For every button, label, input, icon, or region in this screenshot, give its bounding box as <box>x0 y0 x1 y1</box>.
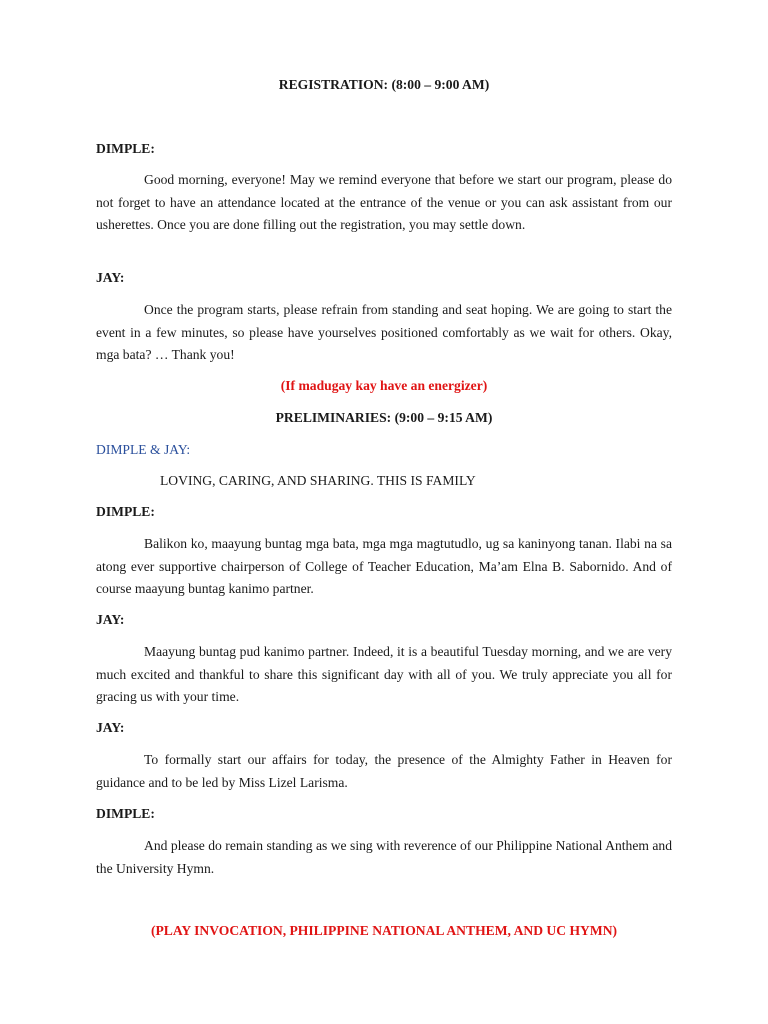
play-anthem-note: (PLAY INVOCATION, PHILIPPINE NATIONAL ANTHEM, AND UC HYMN) <box>150 923 618 938</box>
speaker-dimple: DIMPLE: <box>96 141 155 156</box>
dimple-greeting-paragraph: Balikon ko, maayung buntag mga bata, mga mga magtutudlo, ug sa kaninyong tanan. Ilabi na sa atong ever supportive chairperson of College of Teacher Education, Ma’am Elna B. Sabornido. And of course maayung buntag kanimo partner. <box>96 536 672 596</box>
family-tagline: LOVING, CARING, AND SHARING. THIS IS FAMILY <box>160 473 476 488</box>
preliminaries-heading: PRELIMINARIES: (9:00 – 9:15 AM) <box>275 410 493 425</box>
speaker-jay: JAY: <box>96 270 125 285</box>
speaker-jay: JAY: <box>96 720 125 735</box>
energizer-note: (If madugay kay have an energizer) <box>280 378 488 393</box>
speaker-jay: JAY: <box>96 612 125 627</box>
dimple-anthem-paragraph: And please do remain standing as we sing with reverence of our Philippine National Anthem and the University Hymn. <box>96 838 672 876</box>
jay-invocation-paragraph: To formally start our affairs for today, the presence of the Almighty Father in Heaven for guidance and to be led by Miss Lizel Larisma. <box>96 752 672 790</box>
speaker-dimple: DIMPLE: <box>96 504 155 519</box>
jay-greeting-paragraph: Maayung buntag pud kanimo partner. Indeed, it is a beautiful Tuesday morning, and we are very much excited and thankful to share this significant day with all of you. We truly appreciate you all for gracing us with your time. <box>96 644 672 704</box>
dimple-registration-paragraph: Good morning, everyone! May we remind everyone that before we start our program, please do not forget to have an attendance located at the entrance of the venue or you can ask assistant from our usherettes. Once you are done filling out the registration, you may settle down. <box>96 172 672 232</box>
speaker-dimple-and-jay: DIMPLE & JAY: <box>96 442 191 457</box>
registration-heading: REGISTRATION: (8:00 – 9:00 AM) <box>278 77 490 92</box>
speaker-dimple: DIMPLE: <box>96 806 155 821</box>
jay-reminder-paragraph: Once the program starts, please refrain from standing and seat hoping. We are going to start the event in a few minutes, so please have yourselves positioned comfortably as we wait for others. Okay, mga bata? … Thank you! <box>96 302 672 362</box>
